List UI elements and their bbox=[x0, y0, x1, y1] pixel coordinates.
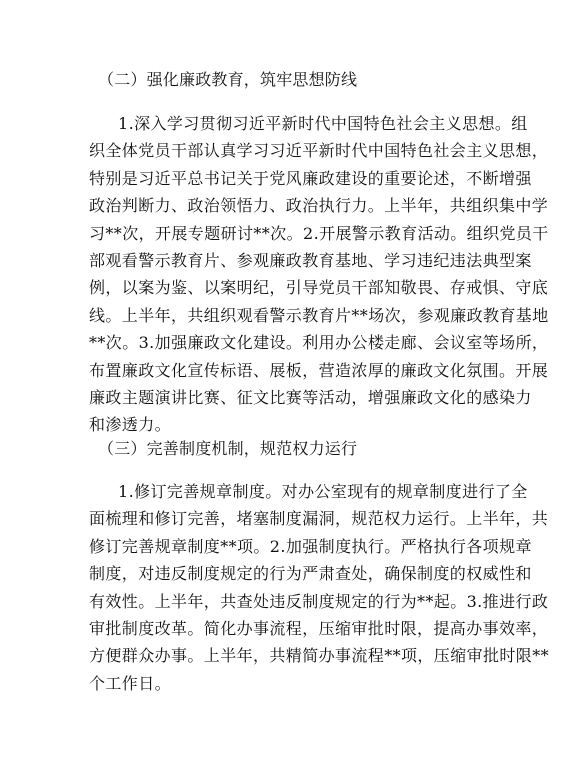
paragraph-line: 部观看警示教育片、参观廉政教育基地、学习违纪违法典型案 bbox=[89, 250, 532, 270]
paragraph-line: 面梳理和修订完善，堵塞制度漏洞，规范权力运行。上半年，共 bbox=[89, 509, 549, 529]
paragraph-line: 1.修订完善规章制度。对办公室现有的规章制度进行了全 bbox=[118, 482, 528, 501]
paragraph-line: 例，以案为鉴、以案明纪，引导党员干部知敬畏、存戒惧、守底 bbox=[89, 278, 549, 298]
paragraph-line: 廉政主题演讲比赛、征文比赛等活动，增强廉政文化的感染力 bbox=[89, 387, 532, 407]
section-2-paragraph bbox=[89, 110, 549, 439]
paragraph-line: 制度，对违反制度规定的行为严肃查处，确保制度的权威性和 bbox=[89, 564, 532, 584]
section-heading-3: （三）完善制度机制，规范权力运行 bbox=[98, 439, 358, 458]
paragraph-line: 方便群众办事。上半年，共精简办事流程**项，压缩审批时限** bbox=[89, 646, 550, 666]
section-3-paragraph bbox=[89, 478, 550, 697]
paragraph-line: **次。3.加强廉政文化建设。利用办公楼走廊、会议室等场所， bbox=[89, 333, 549, 353]
paragraph-line: 织全体党员干部认真学习习近平新时代中国特色社会主义思想， bbox=[89, 141, 549, 161]
paragraph-line: 有效性。上半年，共查处违反制度规定的行为**起。3.推进行政 bbox=[89, 591, 549, 611]
paragraph-line: 审批制度改革。简化办事流程，压缩审批时限，提高办事效率， bbox=[89, 618, 549, 638]
paragraph-line: 政治判断力、政治领悟力、政治执行力。上半年，共组织集中学 bbox=[89, 196, 549, 216]
paragraph-line: 布置廉政文化宣传标语、展板，营造浓厚的廉政文化氛围。开展 bbox=[89, 360, 549, 380]
paragraph-line: 1.深入学习贯彻习近平新时代中国特色社会主义思想。组 bbox=[118, 114, 528, 133]
section-heading-2: （二）强化廉政教育，筑牢思想防线 bbox=[98, 70, 358, 89]
paragraph-line: 和渗透力。 bbox=[89, 415, 172, 435]
paragraph-line: 个工作日。 bbox=[89, 673, 172, 693]
paragraph-line: 特别是习近平总书记关于党风廉政建设的重要论述，不断增强 bbox=[89, 168, 532, 188]
paragraph-line: 修订完善规章制度**项。2.加强制度执行。严格执行各项规章 bbox=[89, 536, 532, 556]
paragraph-line: 线。上半年，共组织观看警示教育片**场次，参观廉政教育基地 bbox=[89, 305, 549, 325]
paragraph-line: 习**次，开展专题研讨**次。2.开展警示教育活动。组织党员干 bbox=[89, 223, 549, 243]
